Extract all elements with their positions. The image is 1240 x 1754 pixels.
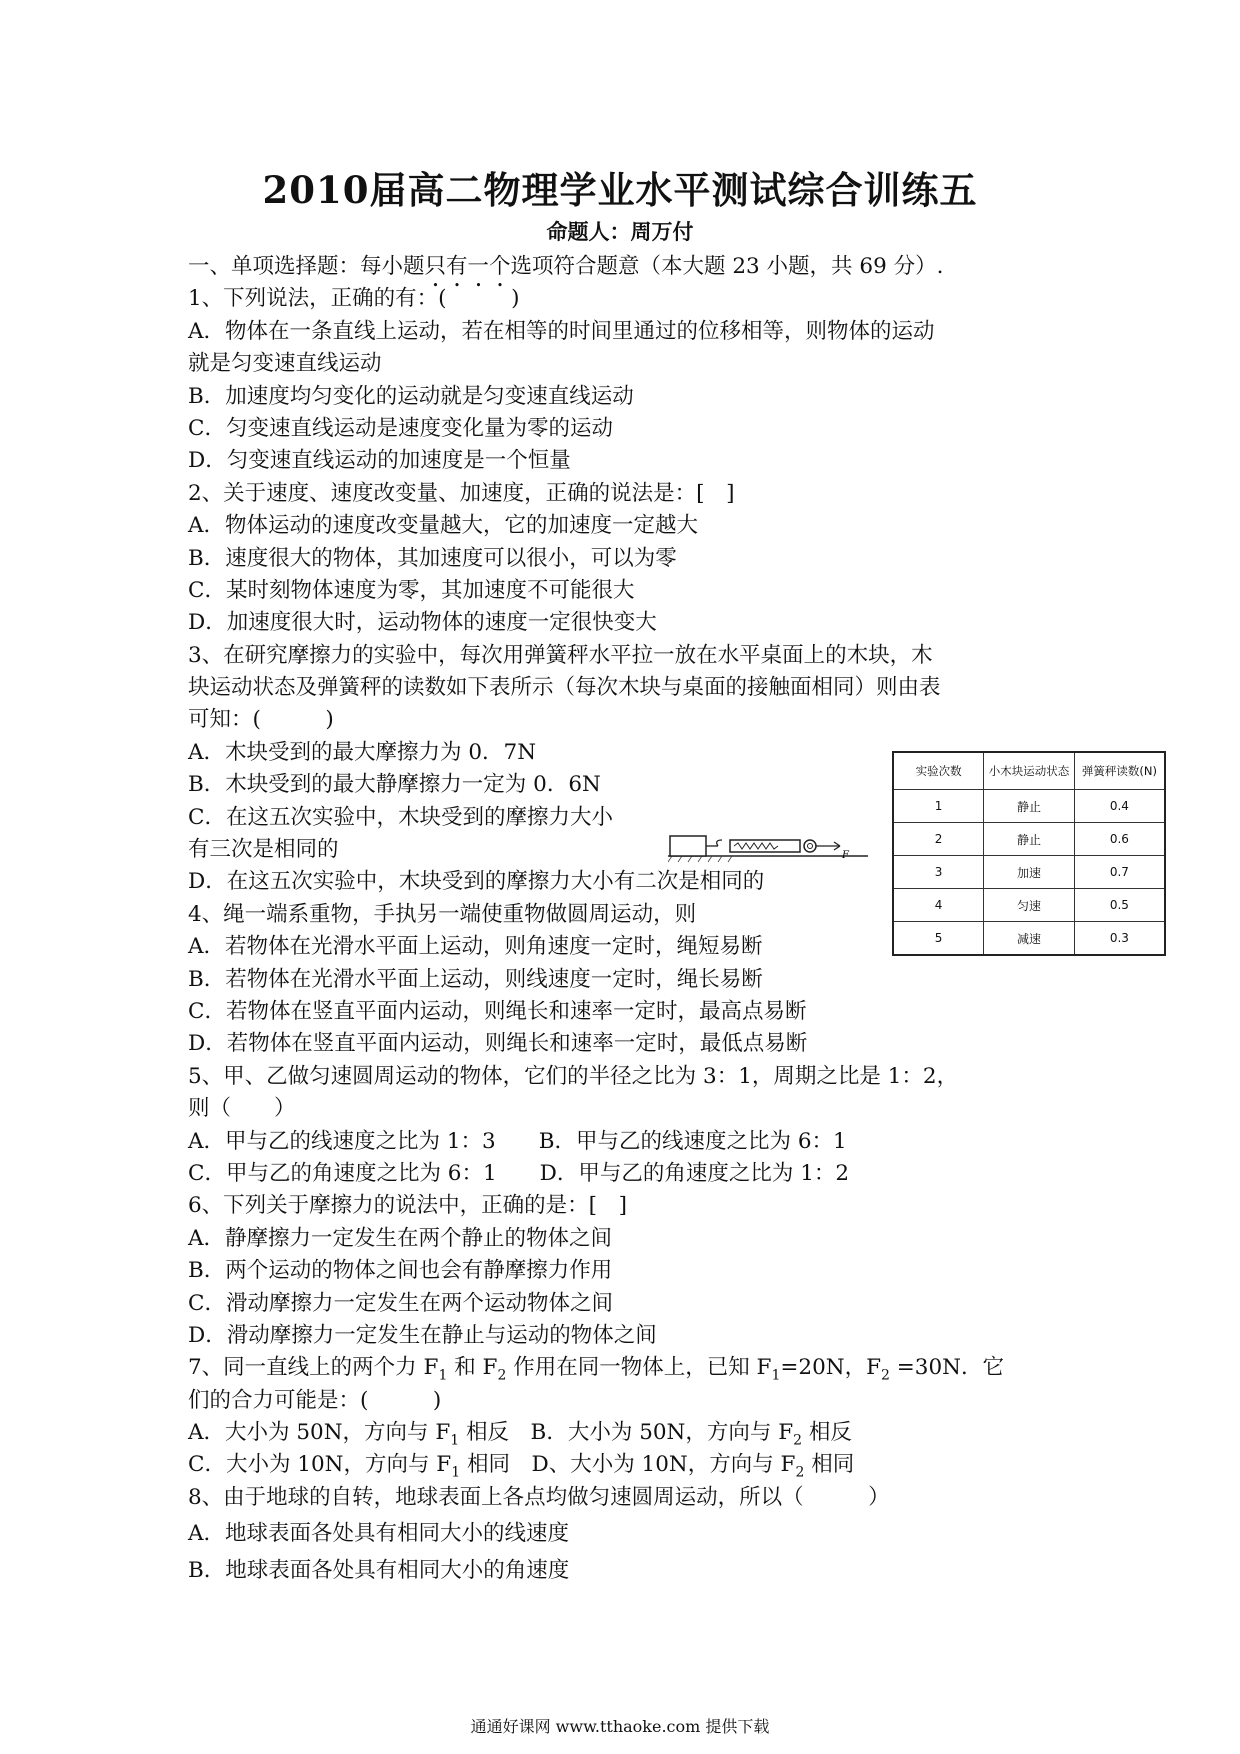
- table-hatching: [668, 856, 732, 862]
- text-line: C．大小为 10N，方向与 $F_1$ 相同 D、大小为 10N，方向与 $F_2$ 相同: [188, 1452, 855, 1481]
- text-line: C．在这五次实验中，木块受到的摩擦力大小: [188, 804, 613, 830]
- text-line: D．滑动摩擦力一定发生在静止与运动的物体之间: [188, 1322, 657, 1348]
- table-cell: 2: [893, 823, 984, 856]
- text-line: C．某时刻物体速度为零，其加速度不可能很大: [188, 577, 635, 603]
- table-cell: 0.5: [1074, 889, 1165, 922]
- table-cell: 5: [893, 922, 984, 956]
- text-line: 3、在研究摩擦力的实验中，每次用弹簧秤水平拉一放在水平桌面上的木块，木: [188, 642, 933, 668]
- table-header: 小木块运动状态: [984, 752, 1075, 790]
- text-line: 则（ ）: [188, 1096, 296, 1122]
- text-line: 2、关于速度、速度改变量、加速度，正确的说法是：[ ]: [188, 480, 735, 506]
- text-line: 6、下列关于摩擦力的说法中，正确的是：[ ]: [188, 1193, 627, 1219]
- text-line: B．地球表面各处具有相同大小的角速度: [188, 1557, 570, 1583]
- text-line: 有三次是相同的: [188, 837, 339, 863]
- experiment-table: [892, 751, 1166, 956]
- text-line: 就是匀变速直线运动: [188, 351, 382, 377]
- text-line: A．物体在一条直线上运动，若在相等的时间里通过的位移相等，则物体的运动: [188, 318, 935, 344]
- text-line: B．木块受到的最大静摩擦力一定为 0．6N: [188, 772, 601, 798]
- spring-scale-apparatus-figure: [668, 808, 868, 868]
- table-header: 弹簧秤读数(N): [1074, 752, 1165, 790]
- text-line: C．甲与乙的角速度之比为 6：1 D．甲与乙的角速度之比为 1：2: [188, 1160, 850, 1186]
- text-line: A．若物体在光滑水平面上运动，则角速度一定时，绳短易断: [188, 934, 763, 960]
- table-cell: 0.7: [1074, 856, 1165, 889]
- table-row: [893, 856, 1165, 889]
- text-line: 可知：( ): [188, 707, 334, 733]
- table-cell: 0.4: [1074, 790, 1165, 823]
- text-line: B．速度很大的物体，其加速度可以很小，可以为零: [188, 545, 677, 571]
- text-line: D．若物体在竖直平面内运动，则绳长和速率一定时，最低点易断: [188, 1031, 808, 1057]
- text-line: A．甲与乙的线速度之比为 1：3 B．甲与乙的线速度之比为 6：1: [188, 1128, 847, 1154]
- author-line: 命题人：周万付: [546, 219, 694, 244]
- table-header-row: [893, 752, 1165, 790]
- text-line: A．物体运动的速度改变量越大，它的加速度一定越大: [188, 513, 699, 539]
- table-cell: 4: [893, 889, 984, 922]
- table-cell: 加速: [984, 856, 1075, 889]
- hook: [717, 840, 722, 846]
- text-line: D．加速度很大时，运动物体的速度一定很快变大: [188, 610, 657, 636]
- text-line: 块运动状态及弹簧秤的读数如下表所示（每次木块与桌面的接触面相同）则由表: [188, 675, 941, 701]
- table-cell: 匀速: [984, 889, 1075, 922]
- table-cell: 减速: [984, 922, 1075, 956]
- text-line: B．若物体在光滑水平面上运动，则线速度一定时，绳长易断: [188, 966, 763, 992]
- text-line: C．滑动摩擦力一定发生在两个运动物体之间: [188, 1290, 613, 1316]
- table-cell: 1: [893, 790, 984, 823]
- text-line: B．两个运动的物体之间也会有静摩擦力作用: [188, 1258, 613, 1284]
- table-row: [893, 823, 1165, 856]
- table-row: [893, 790, 1165, 823]
- text-line: A．大小为 50N，方向与 $F_1$ 相反 B．大小为 50N，方向与 $F_2$ 相反: [188, 1420, 852, 1449]
- text-line: 1、下列说法，正确的有：( ): [188, 286, 520, 312]
- force-label: F: [842, 850, 849, 861]
- table-cell: 静止: [984, 823, 1075, 856]
- table-row: [893, 889, 1165, 922]
- text-line: C．匀变速直线运动是速度变化量为零的运动: [188, 415, 613, 441]
- text-line: A．木块受到的最大摩擦力为 0．7N: [188, 739, 537, 765]
- table-cell: 0.3: [1074, 922, 1165, 956]
- table-row: [893, 922, 1165, 956]
- text-line: A．静摩擦力一定发生在两个静止的物体之间: [188, 1225, 613, 1251]
- text-line: D．在这五次实验中，木块受到的摩擦力大小有二次是相同的: [188, 869, 765, 895]
- text-line: D．匀变速直线运动的加速度是一个恒量: [188, 448, 571, 474]
- text-line: C．若物体在竖直平面内运动，则绳长和速率一定时，最高点易断: [188, 998, 807, 1024]
- text-line: A．地球表面各处具有相同大小的线速度: [188, 1521, 570, 1547]
- table-header: 实验次数: [893, 752, 984, 790]
- text-line: 5、甲、乙做匀速圆周运动的物体，它们的半径之比为 3：1，周期之比是 1：2，: [188, 1063, 959, 1089]
- text-line: 7、同一直线上的两个力 $F_1$ 和 $F_2$ 作用在同一物体上，已知 $F_1=20N$，$F_2 =30N$．它: [188, 1355, 1004, 1384]
- section-heading: 一、单项选择题：每小题只有一个选项符合题意（本大题 23 小题，共 69 分）.: [188, 254, 944, 279]
- footer-source: 通通好课网 www.tthaoke.com 提供下载: [470, 1717, 770, 1736]
- text-line: B．加速度均匀变化的运动就是匀变速直线运动: [188, 383, 634, 409]
- wooden-block: [670, 836, 706, 856]
- text-line: 8、由于地球的自转，地球表面上各点均做匀速圆周运动，所以（ ）: [188, 1484, 890, 1510]
- table-cell: 3: [893, 856, 984, 889]
- scale-ring: [804, 840, 816, 852]
- text-line: 们的合力可能是：( ): [188, 1387, 442, 1413]
- emphasis-only-one: 只有一个: [424, 254, 511, 279]
- page-title: 2010届高二物理学业水平测试综合训练五: [262, 168, 978, 212]
- table-cell: 静止: [984, 790, 1075, 823]
- table-cell: 0.6: [1074, 823, 1165, 856]
- text-line: 4、绳一端系重物，手执另一端使重物做圆周运动，则: [188, 901, 697, 927]
